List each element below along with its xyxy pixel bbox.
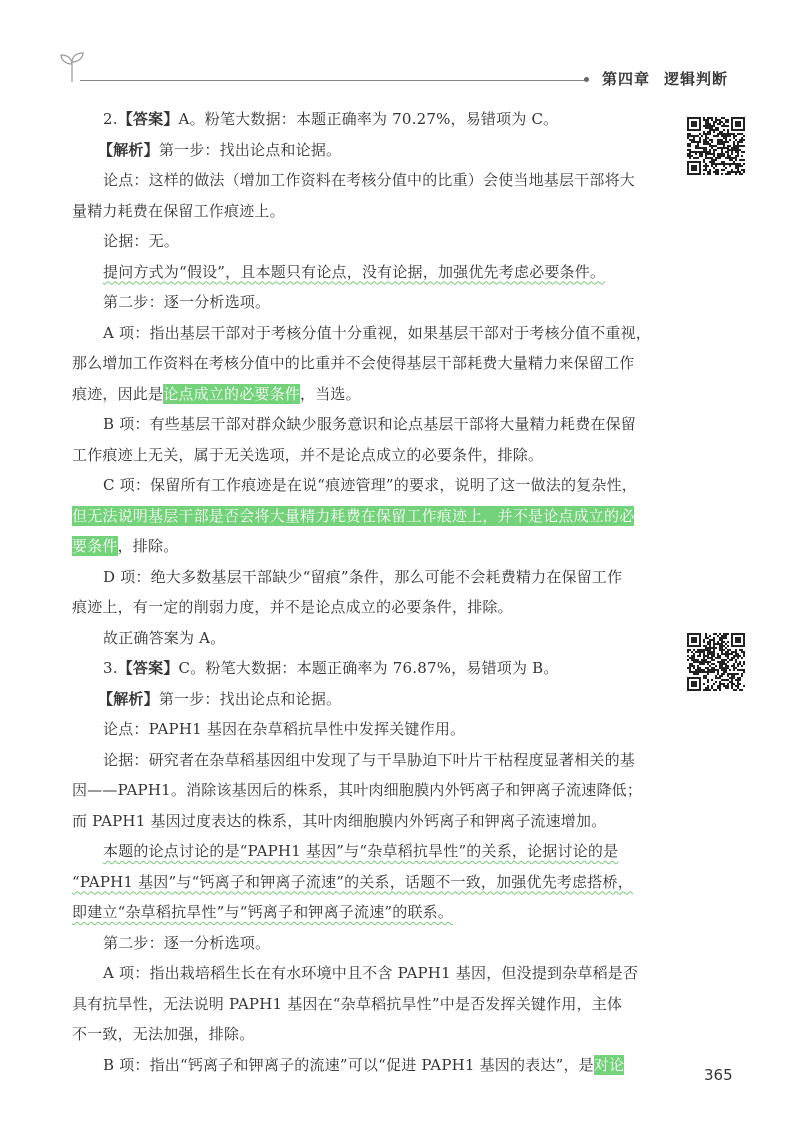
paragraph-line: 具有抗旱性，无法说明 PAPH1 基因在“杂草稻抗旱性”中是否发挥关键作用，主体	[72, 994, 623, 1013]
paragraph-line: C 项：保留所有工作痕迹是在说“痕迹管理”的要求，说明了这一做法的复杂性，	[103, 476, 637, 494]
chapter-title	[602, 68, 728, 89]
paragraph-line: 论点：这样的做法（增加工作资料在考核分值中的比重）会使当地基层干部将大	[103, 171, 636, 189]
paragraph-line: 论点：PAPH1 基因在杂草稻抗旱性中发挥关键作用。	[103, 720, 466, 738]
paragraph-line: 论据：研究者在杂草稻基因组中发现了与干旱胁迫下叶片干枯程度显著相关的基	[103, 750, 636, 769]
paragraph-line	[72, 506, 664, 525]
paragraph-line: 因——PAPH1。消除该基因后的株系，其叶肉细胞膜内外钙离子和钾离子流速降低；	[72, 781, 643, 799]
paragraph-line: 工作痕迹上无关，属于无关选项，并不是论点成立的必要条件，排除。	[72, 445, 544, 464]
paragraph-line: 不一致，无法加强，排除。	[72, 1025, 255, 1043]
wavy-underlined-text: 提问方式为“假设”，且本题只有论点，没有论据，加强优先考虑必要条件。	[103, 262, 606, 281]
page-body	[72, 112, 664, 1088]
section-title: 逻辑判断	[664, 70, 729, 88]
q3-analysis-line: 【解析】第一步：找出论点和论据。	[98, 689, 342, 708]
paragraph-line	[72, 262, 664, 281]
q2-answer-line: 2.【答案】A。粉笔大数据：本题正确率为 70.27%，易错项为 C。	[103, 110, 559, 128]
header-rule	[80, 80, 588, 81]
paragraph-line	[72, 905, 664, 921]
paragraph-line: 第二步：逐一分析选项。	[103, 933, 271, 952]
paragraph-line: 痕迹，因此是论点成立的必要条件，当选。	[72, 384, 361, 403]
paragraph-line: 要条件，排除。	[72, 537, 179, 555]
paragraph-line: 故正确答案为 A。	[103, 628, 226, 647]
page-header	[0, 0, 800, 100]
answer-tag: 【答案】	[117, 659, 179, 677]
qr-code-icon[interactable]	[687, 633, 745, 691]
paragraph-line: A 项：指出基层干部对于考核分值十分重视，如果基层干部对于考核分值不重视，	[103, 323, 652, 342]
paragraph-line: A 项：指出栽培稻生长在有水环境中且不含 PAPH1 基因，但没提到杂草稻是否	[103, 964, 639, 982]
q3-answer-line: 3.【答案】C。粉笔大数据：本题正确率为 76.87%，易错项为 B。	[103, 659, 559, 677]
highlighted-text: 对论	[593, 1055, 625, 1074]
paragraph-line: B 项：有些基层干部对群众缺少服务意识和论点基层干部将大量精力耗费在保留	[103, 415, 636, 433]
paragraph-line: B 项：指出“钙离子和钾离子的流速”可以“促进 PAPH1 基因的表达”，是对论	[103, 1055, 625, 1074]
answer-tag: 【答案】	[117, 110, 179, 128]
paragraph-line: 那么增加工作资料在考核分值中的比重并不会使得基层干部耗费大量精力来保留工作	[72, 354, 635, 372]
paragraph-line: D 项：绝大多数基层干部缺少“留痕”条件，那么可能不会耗费精力在保留工作	[103, 567, 623, 586]
chapter-number: 第四章	[602, 70, 651, 88]
analysis-tag: 【解析】	[98, 140, 159, 159]
qr-code-icon[interactable]	[687, 117, 745, 175]
highlighted-text: 要条件	[72, 537, 118, 555]
wavy-underlined-text: 即建立“杂草稻抗旱性”与“钙离子和钾离子流速”的联系。	[72, 903, 454, 921]
paragraph-line	[72, 872, 664, 891]
highlighted-text: 但无法说明基层干部是否会将大量精力耗费在保留工作痕迹上，并不是论点成立的必	[72, 506, 635, 525]
paragraph-line: 量精力耗费在保留工作痕迹上。	[72, 201, 285, 220]
q2-analysis-line: 【解析】第一步：找出论点和论据。	[98, 140, 342, 159]
paragraph-line: 而 PAPH1 基因过度表达的株系，其叶肉细胞膜内外钙离子和钾离子流速增加。	[72, 811, 607, 830]
page-number: 365	[704, 1066, 733, 1084]
analysis-tag: 【解析】	[98, 689, 159, 708]
paragraph-line: 痕迹上，有一定的削弱力度，并不是论点成立的必要条件，排除。	[72, 598, 513, 616]
leaf-sprout-icon	[58, 50, 86, 84]
header-rule-dot	[584, 77, 589, 82]
paragraph-line: 第二步：逐一分析选项。	[103, 293, 271, 311]
paragraph-line: 论据：无。	[103, 232, 180, 250]
paragraph-line	[72, 844, 664, 860]
highlighted-text: 论点成立的必要条件	[163, 384, 301, 403]
wavy-underlined-text: “PAPH1 基因”与“钙离子和钾离子流速”的关系，话题不一致，加强优先考虑搭桥，	[72, 872, 633, 891]
wavy-underlined-text: 本题的论点讨论的是“PAPH1 基因”与“杂草稻抗旱性”的关系，论据讨论的是	[103, 842, 619, 860]
